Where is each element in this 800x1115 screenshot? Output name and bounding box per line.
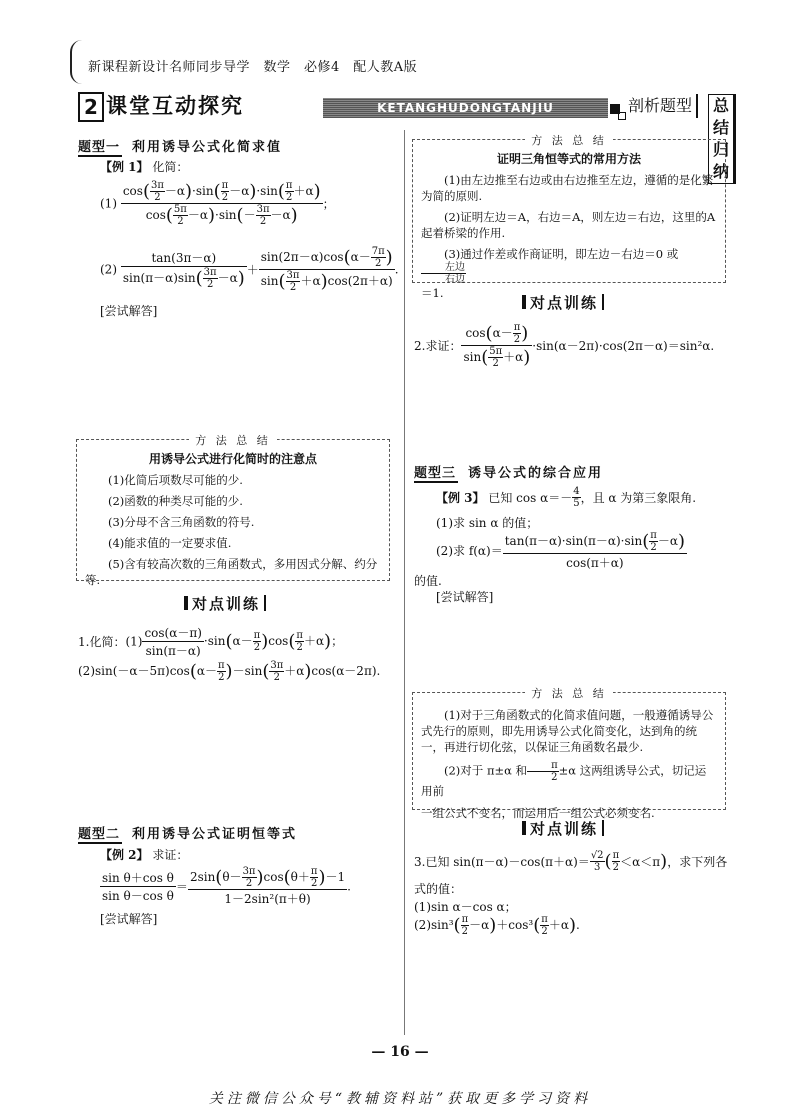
drill-heading-2: 对点训练	[522, 292, 604, 313]
page-number: — 16 —	[371, 1044, 429, 1060]
summary1-item: (4)能求值的一定要求值.	[108, 536, 232, 550]
summary1-item: (5)含有较高次数的三角函数式，多用因式分解、约分等.	[85, 557, 378, 587]
footer-note: 关注微信公众号“教辅资料站”获取更多学习资料	[208, 1091, 592, 1107]
question1-prefix: 1.化简：	[78, 635, 126, 649]
summary2-item-3: (3)通过作差或作商证明，即左边－右边＝0 或 左边 右边 ＝1.	[421, 247, 679, 300]
banner-pinyin: KETANGHUDONGTANJIU	[377, 101, 554, 115]
example2-text: 求证：	[152, 848, 189, 862]
example2	[100, 846, 188, 863]
question2: 2.求证： cos(α－ $\frac{\pi}{2}$ ) sin( $\frac{5\pi}{2}$ ＋α) ·sin(α－2π)·cos(2π－α)＝sin²α.	[414, 322, 715, 369]
question3: 3.已知 sin(π－α)－cos(π＋α)＝ $\frac{√2}{3}$ ( $\frac{\pi}{2}$ ＜α＜π)，求下列各	[414, 850, 728, 873]
example1-part1-fraction: cos( $\frac{3\pi}{2}$ －α)·sin( $\frac{\pi}{2}$ －α)·sin( $\frac{\pi}{2}$ ＋α) cos( $\frac{5\pi}{2}$ －α)·sin(－ $\frac{3\pi}{2}$ －α)	[122, 180, 321, 227]
example3-sub1: (1)求 sin α 的值；	[436, 516, 539, 530]
banner-tag-summary: 总结归纳	[708, 94, 736, 184]
example2-try-label: [尝试解答]	[100, 912, 158, 926]
summary1-title: 方 法 总 结	[189, 434, 277, 447]
summary2-item: (1)由左边推至右边或由右边推至左边，遵循的是化繁为简的原则.	[421, 173, 714, 203]
header-bracket	[70, 40, 84, 84]
summary3-box	[412, 687, 726, 820]
type2-tag: 题型二	[78, 827, 121, 842]
type3-heading	[414, 462, 603, 481]
example3-label: 【例 3】	[436, 491, 485, 505]
summary2-box	[412, 134, 726, 300]
example2-label: 【例 2】	[100, 848, 149, 862]
banner-tag-analysis: 剖析题型	[628, 94, 698, 118]
drill-heading-1: 对点训练	[184, 593, 266, 614]
summary1-item: (2)函数的种类尽可能的少.	[108, 494, 243, 508]
summary1-box	[76, 434, 390, 587]
section-number: 2	[78, 92, 104, 122]
example1-label: 【例 1】	[100, 160, 149, 174]
question2-prefix: 2.求证：	[414, 339, 462, 353]
banner-square-outline-icon	[618, 112, 626, 120]
summary3-item: (1)对于三角函数式的化简求值问题，一般遵循诱导公式先行的原则，即先用诱导公式化简变化，达到角的统一，再进行切化弦，以保证三角函数名最少.	[421, 708, 714, 754]
example1-text: 化简：	[152, 160, 189, 174]
summary1-heading: 用诱导公式进行化简时的注意点	[148, 452, 317, 466]
type1-heading	[78, 136, 282, 155]
summary3-item-2-cont: 一组公式不变名，而运用后一组公式必须变名.	[421, 806, 655, 820]
section-title: 课堂互动探究	[106, 94, 244, 118]
example1-try-label: [尝试解答]	[100, 304, 158, 318]
question3-line2: 式的值：	[414, 882, 463, 896]
summary1-item: (3)分母不含三角函数的符号.	[108, 515, 255, 529]
question1: 1.化简：(1) $\frac{\cos(\alpha-\pi)}{\sin(\pi-\alpha)}$ ·sin(α－ $\frac{\pi}{2}$ )cos( $\frac{\pi}{2}$ ＋α)；	[78, 626, 344, 658]
summary2-title: 方 法 总 结	[525, 134, 613, 147]
type1-tag: 题型一	[78, 140, 121, 155]
type2-name: 利用诱导公式证明恒等式	[132, 827, 298, 842]
example1-part2: (2) tan(3π－α) sin(π－α)sin( $\frac{3\pi}{2}$ －α) ＋ sin(2π－α)cos(α－ $\frac{7\pi}{2}$ ) sin( $\frac{3\pi}{2}$ ＋α)cos(2π＋α) .	[100, 246, 399, 293]
type1-name: 利用诱导公式化简求值	[132, 140, 283, 155]
example3: 【例 3】 已知 cos α＝－ $\frac{4}{5}$ ，且 α 为第三象限角.	[436, 486, 697, 509]
example3-sub2: (2)求 f(α)＝ tan(π－α)·sin(π－α)·sin( $\frac{\pi}{2}$ －α) cos(π＋α)	[436, 530, 685, 570]
question3-sub2: (2)sin³( $\frac{\pi}{2}$ －α)＋cos³( $\frac{\pi}{2}$ ＋α).	[414, 914, 580, 937]
summary2-item: (2)证明左边＝A，右边＝A，则左边＝右边，这里的A起着桥梁的作用.	[421, 210, 716, 240]
example3-sub2-suffix: 的值.	[414, 574, 442, 588]
column-divider	[404, 130, 405, 1035]
example3-try-label: [尝试解答]	[436, 590, 494, 604]
example2-identity: $\frac{\text{sin θ＋cos θ}}{\text{sin θ－cos θ}}$ ＝ 2sin(θ－ $\frac{3\pi}{2}$ )cos(θ＋ $\frac{\pi}{2}$ )－1 1－2sin²(π＋θ) .	[102, 866, 351, 906]
summary1-item: (1)化简后项数尽可能的少.	[108, 473, 243, 487]
question1-part2: (2)sin(－α－5π)cos(α－ $\frac{\pi}{2}$ )－sin( $\frac{3\pi}{2}$ ＋α)cos(α－2π).	[78, 660, 381, 683]
summary3-title: 方 法 总 结	[525, 687, 613, 700]
type3-tag: 题型三	[414, 466, 457, 481]
summary3-item-2: (2)对于 π±α 和 $\frac{\pi}{2}$ ±α 这两组诱导公式，切记运用前	[421, 760, 707, 798]
example1-part1: (1) cos( $\frac{3\pi}{2}$ －α)·sin( $\frac{\pi}{2}$ －α)·sin( $\frac{\pi}{2}$ ＋α) cos( $\frac{5\pi}{2}$ －α)·sin(－ $\frac{3\pi}{2}$ －α) ；	[100, 180, 335, 227]
summary2-heading: 证明三角恒等式的常用方法	[496, 152, 641, 166]
type3-name: 诱导公式的综合应用	[468, 466, 604, 481]
banner-bar	[323, 98, 608, 118]
question3-sub1: (1)sin α－cos α；	[414, 900, 517, 914]
type2-heading	[78, 823, 297, 842]
running-header: 新课程新设计名师同步导学 数学 必修4 配人教A版	[88, 60, 418, 75]
example1	[100, 158, 188, 175]
drill-heading-3: 对点训练	[522, 818, 604, 839]
